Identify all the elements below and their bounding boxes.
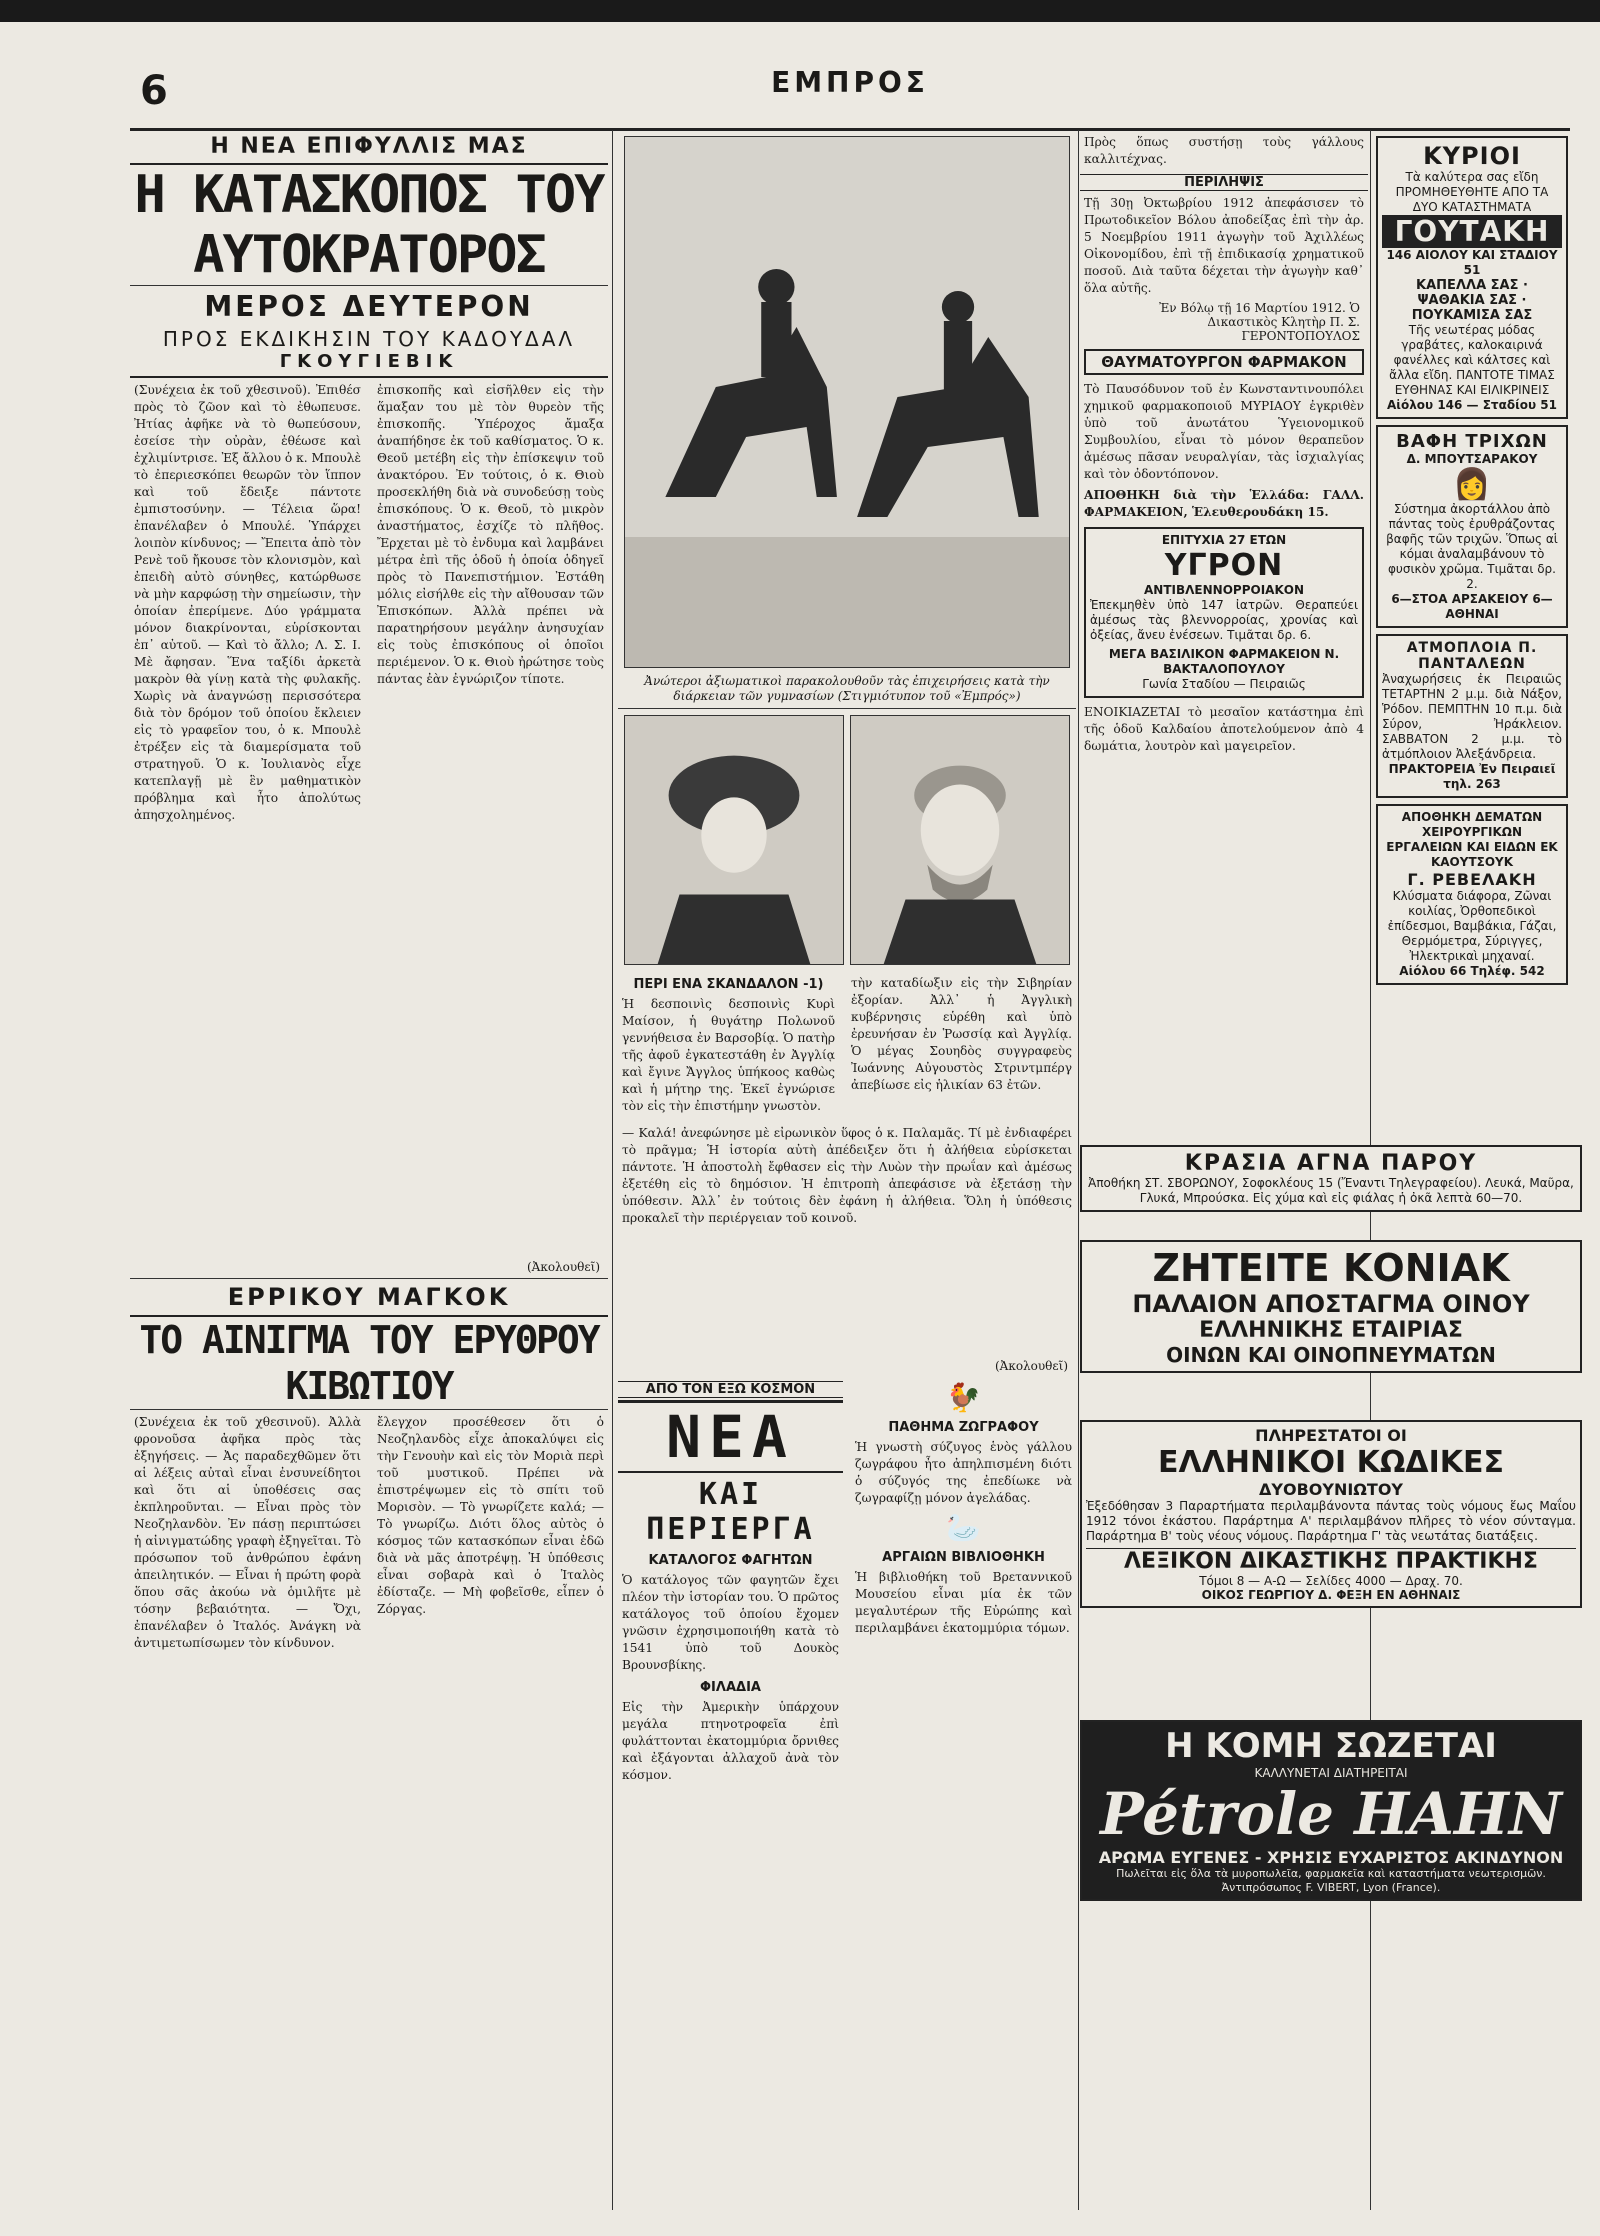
serial2-text-right: ἔλεγχον προσέθεσεν ὅτι ὁ Νεοζηλανδὸς εἶχε ἀποκαλύψει εἰς τὴν Γενουὴν καὶ εἰς τὸν Μοριὰ περὶ τοῦ μυστικοῦ. Πρέπει νὰ ἐπιστρέψωμεν εἰς τὸ σπίτι τοῦ Μορισὸν. — Τὸ γνωρίζετε καλά; — Τὸ γνωρίζω. Διότι ὅλος αὐτὸς ὁ κόσμος τῶν κατασκόπων εἶναι ἐδῶ διὰ νὰ μᾶς ἀποτρέψῃ. Ἡ ὑπόθεσις εἶναι σοβαρὰ καὶ ὁ Ἰταλὸς ἐδίσταζε. — Μὴ φοβεῖσθε, εἶπεν ὁ Ζόργας. xyxy=(377,1415,604,1616)
portrait-woman xyxy=(624,715,844,965)
column-rule xyxy=(1078,130,1079,2210)
portrait-photos xyxy=(624,715,1070,965)
komi-sub: ΚΑΛΛΥΝΕΤΑΙ ΔΙΑΤΗΡΕΙΤΑΙ xyxy=(1254,1766,1408,1780)
tonic-title: ΘΑΥΜΑΤΟΥΡΓΟΝ ΦΑΡΜΑΚΟΝ xyxy=(1084,349,1364,375)
kodikes-author: ΔΥΟΒΟΥΝΙΩΤΟΥ xyxy=(1259,1480,1403,1499)
portrait-man-icon xyxy=(851,716,1069,964)
serial2-title: ΤΟ ΑΙΝΙΓΜΑ ΤΟΥ ΕΡΥΘΡΟΥ ΚΙΒΩΤΙΟΥ xyxy=(130,1315,608,1410)
serial-text-right: ἐπισκοπῆς καὶ εἰσῆλθεν εἰς τὴν ἅμαξαν του μὲ τὸν θυρεὸν τῆς ἐπισκοπῆς. Ὑπέροχος ἄμαξα ἀναπήδησε ἐκ τοῦ καθίσματος. Ὁ κ. Θεοῦ μετέβη εἰς τὴν ἐπίσκεψιν τοῦ ἀνακτόρου. Ἐν τούτοις, ὁ κ. Θιοὺ προσεκλήθη διὰ νὰ συνοδεύσῃ τοὺς ἐπισκόπους. Ὁ κ. Θεοῦ, τὸ μικρὸν ἀναστήματος, ἐσχίζε τὸ πλῆθος. Ἔρχεται μὲ τὸ ἐνδυμα καὶ λαμβάνει μέτρα ἐπὶ τῆς ὁδοῦ ἡ ὁποία ὁδηγεῖ πρὸς τὸ Πανεπιστήμιον. Ἐστάθη μόλις εἰσήλθε εἰς τὴν αἴθουσαν τῶν Ἐπισκόπων. Ἀλλὰ πρέπει νὰ παρατηρήσουν μεγάλην ἀνησυχίαν εἰς τοὺς ἐπισκόπους οἱ ὁποῖοι περιέμενον. Ὁ κ. Θιοὺ ἠρώτησε τοὺς πάντας ἐὰν ἐγνώριζον τίποτε. xyxy=(377,383,604,686)
goutaki-address: 146 ΑΙΟΛΟΥ ΚΑΙ ΣΤΑΔΙΟΥ 51 xyxy=(1386,248,1558,277)
scandal-text-full: — Καλά! ἀνεφώνησε μὲ εἰρωνικὸν ὕφος ὁ κ. Παλαμᾶς. Τί μὲ ἐνδιαφέρει τὸ πρᾶγμα; Ἡ ἱστορία αὐτὴ ἀπέδειξεν ὅτι ἡ ἀλήθεια εὑρίσκεται πάντοτε. Ἡ ἀποστολὴ ἔφθασεν εἰς τὴν Λυὼν τὴν πρωΐαν καὶ ἀμέσως ἐξετέθη εἰς τὸ δημόσιον. Ἡ ἐπιτροπὴ ἀπεφάσισε νὰ ἐξετάσῃ τὴν ὑπόθεσιν. Ἀλλ᾽ ἐν τούτοις δὲν ἐφάνη ἡ ἀλήθεια. Ὅλη ἡ ὑπόθεσις προκαλεῖ τὴν περιέργειαν τοῦ κοινοῦ. xyxy=(622,1126,1072,1225)
komi-title: Η ΚΟΜΗ ΣΩΖΕΤΑΙ xyxy=(1165,1726,1497,1766)
goutaki-ad xyxy=(1376,136,1568,419)
ygron-ad xyxy=(1084,527,1364,698)
world-heading-4: ΑΡΓΑΙΩΝ ΒΙΒΛΙΟΘΗΚΗ xyxy=(882,1550,1045,1565)
scandal-continues: (Ἀκολουθεῖ) xyxy=(994,1359,1068,1373)
notice-top: Πρὸς ὅπως συστήσῃ τοὺς γάλλους καλλιτέχνας. xyxy=(1084,135,1364,166)
column-rule xyxy=(612,130,613,2210)
ygron-sign: ΜΕΓΑ ΒΑΣΙΛΙΚΟΝ ΦΑΡΜΑΚΕΙΟΝ Ν. ΒΑΚΤΑΛΟΠΟΥΛΟΥ xyxy=(1108,647,1340,676)
lexikon-text: Τόμοι 8 — Α-Ω — Σελίδες 4000 — Δραχ. 70. xyxy=(1199,1574,1463,1588)
atmoploia-text: Ἀναχωρήσεις ἐκ Πειραιῶς ΤΕΤΑΡΤΗΝ 2 μ.μ. διὰ Νάξον, Ῥόδον. ΠΕΜΠΤΗΝ 10 π.μ. διὰ Σύρον, Ἠράκλειον. ΣΑΒΒΑΤΟΝ 2 μ.μ. τὸ ἀτμόπλοιον Ἀλεξάνδρεια. xyxy=(1382,672,1562,761)
koniak-sub3: ΟΙΝΩΝ ΚΑΙ ΟΙΝΟΠΝΕΥΜΑΤΩΝ xyxy=(1166,1343,1496,1367)
scandal-title: ΠΕΡΙ ΕΝΑ ΣΚΑΝΔΑΛΟΝ -1) xyxy=(633,977,824,992)
krasia-text: Ἀποθήκη ΣΤ. ΣΒΟΡΩΝΟΥ, Σοφοκλέους 15 (Ἔναντι Τηλεγραφείου). Λευκά, Μαῦρα, Γλυκά, Μπρούσκα. Εἰς χύμα καὶ εἰς φιάλας ἡ ὀκᾶ λεπτὰ 60—70. xyxy=(1088,1176,1574,1205)
rooster-icon: 🐓 xyxy=(946,1381,981,1414)
page-header xyxy=(130,58,1570,131)
krasia-ad xyxy=(1080,1145,1582,1212)
serial-column xyxy=(130,130,608,2210)
serial-section-heading: Η ΝΕΑ ΕΠΙΦΥΛΛΙΣ ΜΑΣ xyxy=(130,130,608,165)
world-nea-title: ΝΕΑ xyxy=(618,1400,843,1473)
krasia-title: ΚΡΑΣΙΑ ΑΓΝΑ ΠΑΡΟΥ xyxy=(1184,1151,1478,1176)
hahn-sub: ΑΡΩΜΑ ΕΥΓΕΝΕΣ - ΧΡΗΣΙΣ ΕΥΧΑΡΙΣΤΟΣ ΑΚΙΝΔΥΝΟΝ xyxy=(1098,1848,1564,1867)
serial-text-left: (Συνέχεια ἐκ τοῦ χθεσινοῦ). Ἐπιθέσ πρὸς τὸ ζῶον καὶ τὸ ἐθωπευσε. Ἠτίας ἀφῆκε νὰ τὸ θωπεύσουν, ἐσείσε τὴν οὐρὰν, ἐθέωσε καὶ ἐχλιμίντρισε. Ἐξ ἄλλου ὁ κ. Μπουλὲ τὸ ἐπεριεσκόπει θεωρῶν τὸν ἵππον καὶ τοῦ ἔδειξε πάντοτε ἐμπιστοσύνην. — Τέλεια ὥρα! ἐπανέλαβεν ὁ Μπουλέ. Ὑπάρχει λοιπὸν κίνδυνος; — Ἔπειτα ἀπὸ τὸν Ρενὲ τοῦ ἤκουσε τὸν κλονισμὸν, καὶ ἐπειδὴ αὐτὸ σύνηθες, κατώρθωσε νὰ μὴν καρφώσῃ τὴν σημείωσιν, τὴν ὁποίαν ἐπερίμενε. Δύο γράμματα μόνον διακρίνονται, εὑρίσκονται ἐπ᾽ αὐτοῦ. — Καὶ τὸ ἄλλο; Λ. Σ. Ι. Μὲ ἄφησαν. Ἕνα ταξίδι ἀρκετὰ μακρὸν θὰ γίνῃ κατὰ τὴς φυλακῆς. Χωρὶς νὰ ἀναγνώσῃ περισσότερα διὰ τὸν δρόμον τοῦ ὁποίου ἔκλειεν εἰς τὸ γραφεῖον του, ὁ κ. Μπουλὲ ἐτρέξεν εἰς τὰ διαμερίσματα τοῦ στρατηγοῦ. Ὁ κ. Ἰουλιανὸς εἶχε κατεπλαγῇ μὲ ἓν μαθηματικὸν πρόβλημα καὶ ἦτο ἀπολύτως ἀπησχολημένος. xyxy=(134,383,361,822)
vafi-address: 6—ΣΤΟΑ ΑΡΣΑΚΕΙΟΥ 6—ΑΘΗΝΑΙ xyxy=(1391,592,1553,621)
kodikes-text: Ἐξεδόθησαν 3 Παραρτήματα περιλαμβάνοντα πάντας τοὺς νόμους ἕως Μαΐου 1912 τόνοι ἐκάστου. Παράρτημα Α' περιλαμβάνον πλῆρες τὸ νέον σύνταγμα. Παράρτημα Β' τοὺς νέους νόμους. Παράρτημα Γ' τὰς νεωτάτας διατάξεις. xyxy=(1086,1499,1576,1543)
scandal-article xyxy=(618,971,1076,1121)
serial2-body xyxy=(130,1410,608,2210)
rental-notice: ΕΝΟΙΚΙΑΖΕΤΑΙ τὸ μεσαῖον κατάστημα ἐπὶ τῆς ὁδοῦ Καλδαίου ἀποτελούμενον ἀπὸ 4 δωμάτια, λουτρὸν καὶ μαγειρεῖον. xyxy=(1084,705,1364,753)
kodikes-ad xyxy=(1080,1420,1582,1608)
world-rubric: ΑΠΟ ΤΟΝ ΕΞΩ ΚΟΣΜΟΝ xyxy=(618,1381,843,1398)
portrait-man xyxy=(850,715,1070,965)
tonic-text: Τὸ Παυσόδυνον τοῦ ἐν Κωνσταντινουπόλει χημικοῦ φαρμακοποιοῦ ΜΥΡΙΑΟΥ ἐγκριθὲν ὑπὸ τοῦ ἀνωτάτου Ὑγειονομικοῦ Συμβουλίου, εἶναι τὸ μόνον θεραπεῦον ἀμέσως πᾶσαν νευραλγίαν, τὰς ἰσχιαλγίας καὶ τὸν ὀδοντόπονον. xyxy=(1084,382,1364,481)
serial-title: Η ΚΑΤΑΣΚΟΠΟΣ ΤΟΥ ΑΥΤΟΚΡΑΤΟΡΟΣ xyxy=(130,165,608,286)
world-heading-3: ΠΑΘΗΜΑ ΖΩΓΡΑΦΟΥ xyxy=(888,1420,1039,1435)
vafi-text: Σύστημα ἀκορτάλλου ἀπὸ πάντας τοὺς ἐρυθράζοντας βαφῆς τῶν τριχῶν. Ὅπως αἱ κόμαι ἀναλαμβάνουν τὸ φυσικὸν χρῶμα. Τιμᾶται δρ. 2. xyxy=(1386,502,1558,591)
atmoploia-title: ΑΤΜΟΠΛΟΙΑ Π. ΠΑΝΤΑΛΕΩΝ xyxy=(1406,640,1538,672)
periliptis-title: ΠΕΡΙΛΗΨΙΣ xyxy=(1080,174,1368,191)
news-column xyxy=(618,130,1076,2210)
world-heading-1: ΚΑΤΑΛΟΓΟΣ ΦΑΓΗΤΩΝ xyxy=(648,1553,813,1568)
portrait-woman-icon xyxy=(625,716,843,964)
tonic-sign: ΑΠΟΘΗΚΗ διὰ τὴν Ἑλλάδα: ΓΑΛΛ. ΦΑΡΜΑΚΕΙΟΝ, Ἑλευθερουδάκη 15. xyxy=(1084,488,1364,519)
photo1-caption: Ἀνώτεροι ἀξιωματικοὶ παρακολουθοῦν τὰς ἐπιχειρήσεις κατὰ τὴν διάρκειαν τῶν γυμνασίων (Στιγμιότυπον τοῦ «Ἐμπρός») xyxy=(644,674,1050,703)
scandal-text-right: τὴν καταδίωξιν εἰς τὴν Σιβηρίαν ἐξορίαν. Ἀλλ᾽ ἡ Ἀγγλικὴ κυβέρνησις εὑρέθη καὶ ὑπὸ ἐρευνήσαν ἐν Ῥωσσίᾳ καὶ Ἀγγλίᾳ. Ὁ μέγας Σουηδὸς συγγραφεὺς Ἰωάννης Αὐγουστὸς Στριντμπέργ ἀπεβίωσε εἰς ἡλικίαν 63 ἐτῶν. xyxy=(851,976,1072,1092)
page-number: 6 xyxy=(140,68,168,114)
serial2-text-left: (Συνέχεια ἐκ τοῦ χθεσινοῦ). Ἀλλὰ φρονοῦσα ἀφῆκα πρὸς τὰς ἐξηγήσεις. — Ἀς παραδεχθῶμεν ὅτι αἱ λέξεις αὐταὶ εἶναι ἐνσυνείδητοι καὶ ὅτι αἱ ὑποθέσεις σας ἐκπληροῦνται. — Εἶναι πρὸς τὸν Νεοζηλανδὸν. Ἐν πάσῃ περιπτώσει ἡ αἰνιγματώδης γραφὴ ἐξηγεῖται. Τὸ πρόσωπον τοῦ ἀνθρώπου ἐφάνη ἀπειλητικόν. — Εἶναι ἡ πρώτη φορὰ ὅπου σᾶς ἀκούω νὰ ὁμιλῆτε μὲ τόσην βεβαιότητα. — Ὄχι, ἐπανέλαβεν ὁ Ἰταλός. Ἀνάγκη νὰ ἀντιμετωπίσωμεν τὸν κίνδυνον. xyxy=(134,1415,361,1650)
kyrioi-title: ΚΥΡΙΟΙ xyxy=(1423,142,1521,170)
goutaki-text: Τῆς νεωτέρας μόδας γραβάτες, καλοκαιρινά φανέλλες καὶ κάλτσες καὶ ἄλλα εἴδη. ΠΑΝΤΟΤΕ ΤΙΜΑΣ ΕΥΘΗΝΑΣ ΚΑΙ ΕΙΛΙΚΡΙΝΕΙΣ xyxy=(1389,323,1555,397)
scan-top-border xyxy=(0,0,1600,22)
ads-column xyxy=(1372,130,1572,1130)
koniak-sub: ΠΑΛΑΙΟΝ ΑΠΟΣΤΑΓΜΑ ΟΙΝΟΥ xyxy=(1132,1290,1530,1318)
apothiki-title: ΑΠΟΘΗΚΗ ΔΕΜΑΤΩΝ ΧΕΙΡΟΥΡΓΙΚΩΝ ΕΡΓΑΛΕΙΩΝ ΚΑΙ ΕΙΔΩΝ ΕΚ ΚΑΟΥΤΣΟΥΚ xyxy=(1386,810,1558,869)
ygron-sign2: Γωνία Σταδίου — Πειραιῶς xyxy=(1142,677,1306,691)
koniak-title: ΖΗΤΕΙΤΕ ΚΟΝΙΑΚ xyxy=(1152,1246,1510,1290)
serial2-author: ΕΡΡΙΚΟΥ ΜΑΓΚΟΚ xyxy=(227,1283,511,1311)
masthead: ΕΜΠΡΟΣ xyxy=(771,66,929,99)
scandal-text-left: Ἡ δεσποινὶς δεσποινὶς Κυρὶ Μαίσον, ἡ θυγάτηρ Πολωνοῦ γεννήθεισα ἐν Βαρσοβίᾳ. Ὁ πατὴρ τῆς ἀφοῦ ἐγκατεστάθη ἐν Ἀγγλίᾳ καὶ ἔγινε Ἄγγλος ὑπήκοος καθὼς καὶ ἡ μήτηρ της. Ἐκεῖ ἐγνώρισε τὸν εἰς τὴν ἐπιστήμην γνωστὸν. xyxy=(622,997,835,1113)
ygron-sub: ΑΝΤΙΒΛΕΝΝΟΡΡΟΙΑΚΟΝ xyxy=(1144,583,1304,597)
ygron-title: ΥΓΡΟΝ xyxy=(1164,548,1284,583)
atmoploia-ad xyxy=(1376,634,1568,798)
woman-portrait-icon: 👩 xyxy=(1453,467,1491,502)
ygron-head: ΕΠΙΤΥΧΙΑ 27 ΕΤΩΝ xyxy=(1161,533,1287,547)
koniak-sub2: ΕΛΛΗΝΙΚΗΣ ΕΤΑΙΡΙΑΣ xyxy=(1199,1318,1463,1343)
hahn-brand: Pétrole HAHN xyxy=(1100,1780,1562,1848)
apothiki-name: Γ. ΡΕΒΕΛΑΚΗ xyxy=(1407,870,1537,889)
world-text-1: Ὁ κατάλογος τῶν φαγητῶν ἔχει πλέον τὴν ἱστορίαν του. Ὁ πρῶτος κατάλογος τοῦ ὁποίου ἔχομεν γνῶσιν ἐχρησιμοποιήθη κατὰ τὸ 1541 ὑπὸ τοῦ Δουκὸς Βρουνσβίκης. xyxy=(622,1573,839,1672)
periliptis-sign: Ἐν Βόλῳ τῇ 16 Μαρτίου 1912. Ὁ Δικαστικὸς Κλητὴρ Π. Σ. ΓΕΡΟΝΤΟΠΟΥΛΟΣ xyxy=(1159,301,1360,343)
serial-continues: (Ἀκολουθεῖ) xyxy=(526,1260,600,1274)
world-text-2: Εἰς τὴν Ἀμερικὴν ὑπάρχουν μεγάλα πτηνοτροφεῖα ἐπὶ φυλάττονται ἐκατομμύρια ὄρνιθες καὶ ἐξάγονται ἀλλαχοῦ ἀνὰ τὸν κόσμον. xyxy=(622,1700,839,1782)
notices-column xyxy=(1080,130,1368,1130)
world-text-4: Ἡ βιβλιοθήκη τοῦ Βρεταννικοῦ Μουσείου εἶναι μία ἐκ τῶν μεγαλυτέρων τῆς Εὐρώπης καὶ περιλαμβάνει ἑκατομμύρια τόμων. xyxy=(855,1570,1072,1635)
lexikon-publisher: ΟΙΚΟΣ ΓΕΩΡΓΙΟΥ Δ. ΦΕΞΗ ΕΝ ΑΘΗΝΑΙΣ xyxy=(1201,1588,1461,1602)
apothiki-text: Κλύσματα διάφορα, Ζῶναι κοιλίας, Ὀρθοπεδικοὶ ἐπίδεσμοι, Βαμβάκια, Γάζαι, Θερμόμετρα, Σύριγγες, Ἠλεκτρικαὶ μηχαναί. xyxy=(1387,889,1557,963)
goutaki-name: ΓΟΥΤΑΚΗ xyxy=(1382,215,1562,248)
goutaki-items: ΚΑΠΕΛΛΑ ΣΑΣ · ΨΑΘΑΚΙΑ ΣΑΣ · ΠΟΥΚΑΜΙΣΑ ΣΑΣ xyxy=(1411,278,1533,323)
cavalry-photo xyxy=(624,136,1070,668)
world-heading-2: ΦΙΛΑΔΙΑ xyxy=(700,1680,761,1695)
ygron-text: Ἐπεκμηθὲν ὑπὸ 147 ἰατρῶν. Θεραπεύει ἀμέσως τὰς βλεννορροίας, χρονίας καὶ ὀξείας, ἄνευ ἐνέσεων. Τιμᾶται δρ. 6. xyxy=(1090,598,1358,642)
world-text-3: Ἡ γνωστὴ σύζυγος ἑνὸς γάλλου ζωγράφου ἦτο ἀπηλπισμένη διότι ὁ σύζυγός της ἐπεδίωκε νὰ ζωγραφίζῃ μόνον ἀγελάδας. xyxy=(855,1440,1072,1505)
vafi-ad xyxy=(1376,425,1568,628)
hahn-text: Πωλεῖται εἰς ὅλα τὰ μυροπωλεῖα, φαρμακεῖα καὶ καταστήματα νεωτερισμῶν. Ἀντιπρόσωπος F. VIBERT, Lyon (France). xyxy=(1116,1867,1546,1894)
atmoploia-sign: ΠΡΑΚΤΟΡΕΙΑ Ἐν Πειραιεῖ τηλ. 263 xyxy=(1388,762,1556,791)
lexikon-title: ΛΕΞΙΚΟΝ ΔΙΚΑΣΤΙΚΗΣ ΠΡΑΚΤΙΚΗΣ xyxy=(1086,1548,1576,1574)
serial-subtitle: ΠΡΟΣ ΕΚΔΙΚΗΣΙΝ ΤΟΥ ΚΑΔΟΥΔΑΛ xyxy=(162,327,576,351)
hahn-ad xyxy=(1080,1720,1582,1901)
kyrioi-sub: Τὰ καλύτερα σας εἴδη ΠΡΟΜΗΘΕΥΘΗΤΕ ΑΠΟ ΤΑ ΔΥΟ ΚΑΤΑΣΤΗΜΑΤΑ xyxy=(1395,170,1549,214)
goutaki-address2: Αἰόλου 146 — Σταδίου 51 xyxy=(1387,398,1557,412)
vafi-title: ΒΑΦΗ ΤΡΙΧΩΝ xyxy=(1396,431,1548,452)
revelaki-ad xyxy=(1376,804,1568,985)
kodikes-title: ΕΛΛΗΝΙΚΟΙ ΚΩΔΙΚΕΣ xyxy=(1157,1445,1505,1480)
apothiki-address: Αἰόλου 66 Τηλέφ. 542 xyxy=(1399,964,1545,978)
world-news xyxy=(618,1375,1076,2075)
serial-part: ΜΕΡΟΣ ΔΕΥΤΕΡΟΝ xyxy=(204,290,534,323)
serial-body xyxy=(130,378,608,1258)
riders-silhouette-icon xyxy=(625,137,1069,667)
koniak-ad xyxy=(1080,1240,1582,1373)
vafi-name: Δ. ΜΠΟΥΤΣΑΡΑΚΟΥ xyxy=(1406,452,1538,466)
kodikes-head: ΠΛΗΡΕΣΤΑΤΟΙ ΟΙ xyxy=(1255,1426,1407,1445)
swan-icon: 🦢 xyxy=(946,1511,981,1544)
world-kai-perierga: ΚΑΙ ΠΕΡΙΕΡΓΑ xyxy=(646,1477,815,1547)
serial-author: ΓΚΟΥΓΙΕΒΙΚ xyxy=(130,351,608,378)
periliptis-text: Τῇ 30ῃ Ὀκτωβρίου 1912 ἀπεφάσισεν τὸ Πρωτοδικεῖον Βόλου ἀποδείξας ἐπὶ τὴν ἀρ. 5 Νοεμβρίου 1911 ἀγωγὴν τοῦ Ἀχιλλέως Οἰκονομίδου, ἐπὶ τῇ ἐπιδικασίᾳ χρηματικοῦ ποσοῦ. Διὰ ταῦτα δέχεται τὴν ἀγωγὴν καθ᾽ ὅλα αὐτῆς. xyxy=(1084,196,1364,295)
